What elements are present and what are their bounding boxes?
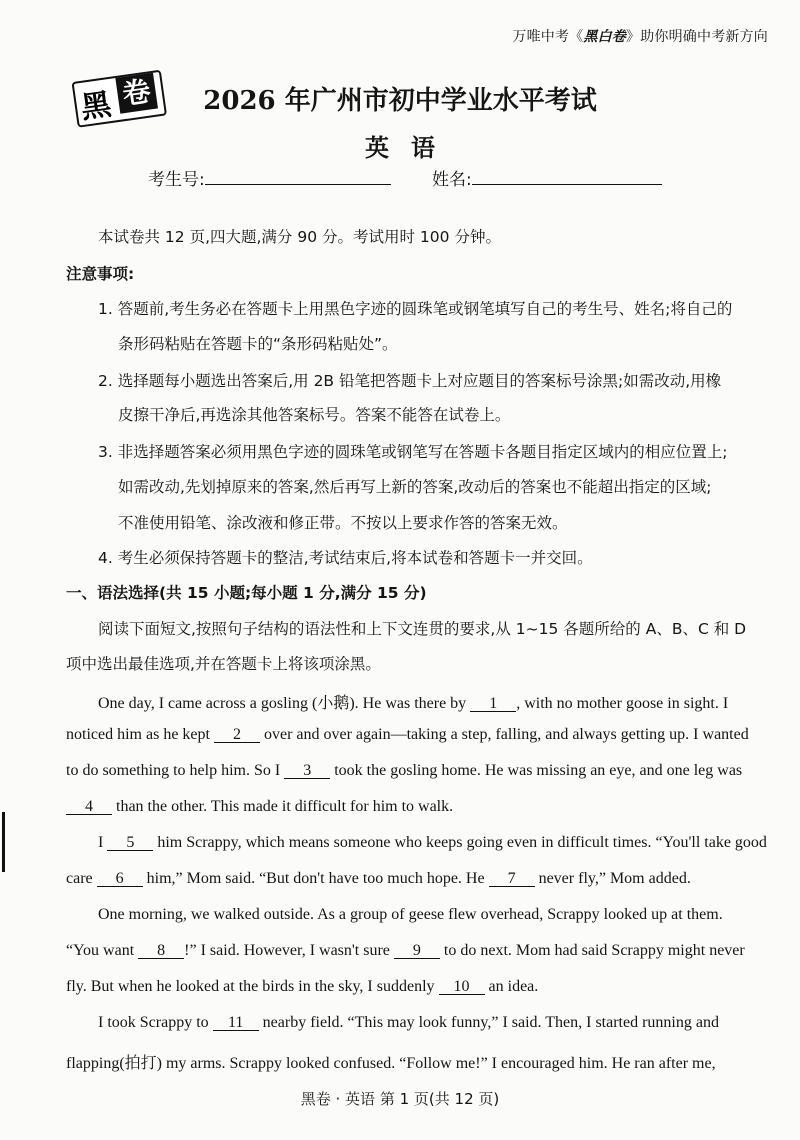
note-line: 条形码粘贴在答题卡的“条形码粘贴处”。	[118, 335, 398, 353]
exam-subject: 英语	[365, 134, 457, 162]
blank-11: 11	[213, 1016, 259, 1031]
slogan-brand: 黑白卷	[583, 29, 626, 45]
blank-5: 5	[107, 836, 153, 851]
passage-line: fly. But when he looked at the birds in the sky, I suddenly 10 an idea.	[66, 978, 539, 995]
blank-2: 2	[214, 728, 260, 743]
passage-line: I took Scrappy to 11 nearby field. “This may look funny,” I said. Then, I started running and	[98, 1014, 719, 1031]
note-line: 4. 考生必须保持答题卡的整洁,考试结束后,将本试卷和答题卡一并交回。	[98, 549, 593, 567]
blank-1: 1	[470, 697, 516, 712]
note-line: 2. 选择题每小题选出答案后,用 2B 铅笔把答题卡上对应题目的答案标号涂黑;如需改动,用橡	[98, 372, 722, 390]
notes-heading: 注意事项:	[66, 265, 135, 283]
passage-line: One day, I came across a gosling (小鹅). He was there by 1 , with no mother goose in sight. I	[98, 695, 729, 712]
note-line: 不准使用铅笔、涂改液和修正带。不按以上要求作答的答案无效。	[118, 514, 568, 532]
exam-intro: 本试卷共 12 页,四大题,满分 90 分。考试用时 100 分钟。	[98, 228, 501, 246]
passage-line: noticed him as he kept 2 over and over again—taking a step, falling, and always getting up. I wanted	[66, 726, 749, 743]
passage-line: flapping(拍打) my arms. Scrappy looked confused. “Follow me!” I encouraged him. He ran after me,	[66, 1055, 716, 1072]
name-label: 姓名:	[432, 170, 472, 190]
section-instructions: 阅读下面短文,按照句子结构的语法性和上下文连贯的要求,从 1~15 各题所给的 A、B、C 和 D	[98, 620, 747, 638]
exam-title: 2026 年广州市初中学业水平考试	[203, 86, 597, 116]
section-instructions: 项中选出最佳选项,并在答题卡上将该项涂黑。	[66, 655, 381, 673]
header-slogan	[512, 26, 768, 46]
note-line: 如需改动,先划掉原来的答案,然后再写上新的答案,改动后的答案也不能超出指定的区域;	[118, 478, 712, 496]
note-line: 3. 非选择题答案必须用黑色字迹的圆珠笔或钢笔写在答题卡各题目指定区域内的相应位置上;	[98, 443, 728, 461]
passage-line: to do something to help him. So I 3 took the gosling home. He was missing an eye, and one leg was	[66, 762, 743, 779]
slogan-text-start: 万唯中考《	[512, 29, 584, 45]
blank-10: 10	[439, 980, 485, 995]
slogan-text-end: 》助你明确中考新方向	[626, 29, 768, 45]
candidate-id-label: 考生号:	[148, 170, 205, 190]
logo-char-juan: 卷	[115, 73, 158, 114]
passage-line: 4 than the other. This made it difficult for him to walk.	[66, 798, 453, 816]
name-line	[472, 168, 662, 185]
name-field	[432, 165, 662, 190]
candidate-id-line	[205, 168, 391, 185]
page-footer: 黑卷 · 英语 第 1 页(共 12 页)	[300, 1090, 500, 1108]
passage-line: “You want 8 !” I said. However, I wasn't sure 9 to do next. Mom had said Scrappy might never	[66, 942, 745, 959]
logo-char-hei: 黑	[78, 87, 114, 126]
blank-3: 3	[284, 764, 330, 779]
note-line: 1. 答题前,考生务必在答题卡上用黑色字迹的圆珠笔或钢笔填写自己的考生号、姓名;将自己的	[98, 300, 733, 318]
blank-6: 6	[97, 872, 143, 887]
note-line: 皮擦干净后,再选涂其他答案标号。答案不能答在试卷上。	[118, 406, 511, 424]
candidate-id-field	[148, 165, 391, 190]
scan-edge-mark	[2, 812, 5, 872]
blank-8: 8	[138, 944, 184, 959]
passage-line: care 6 him,” Mom said. “But don't have too much hope. He 7 never fly,” Mom added.	[66, 870, 691, 887]
blank-4: 4	[66, 800, 112, 815]
blank-9: 9	[394, 944, 440, 959]
passage-line: I 5 him Scrappy, which means someone who keeps going even in difficult times. “You'll take good	[98, 834, 767, 851]
passage-line: One morning, we walked outside. As a group of geese flew overhead, Scrappy looked up at them.	[98, 906, 723, 923]
blank-7: 7	[489, 872, 535, 887]
section-heading: 一、语法选择(共 15 小题;每小题 1 分,满分 15 分)	[66, 584, 427, 602]
